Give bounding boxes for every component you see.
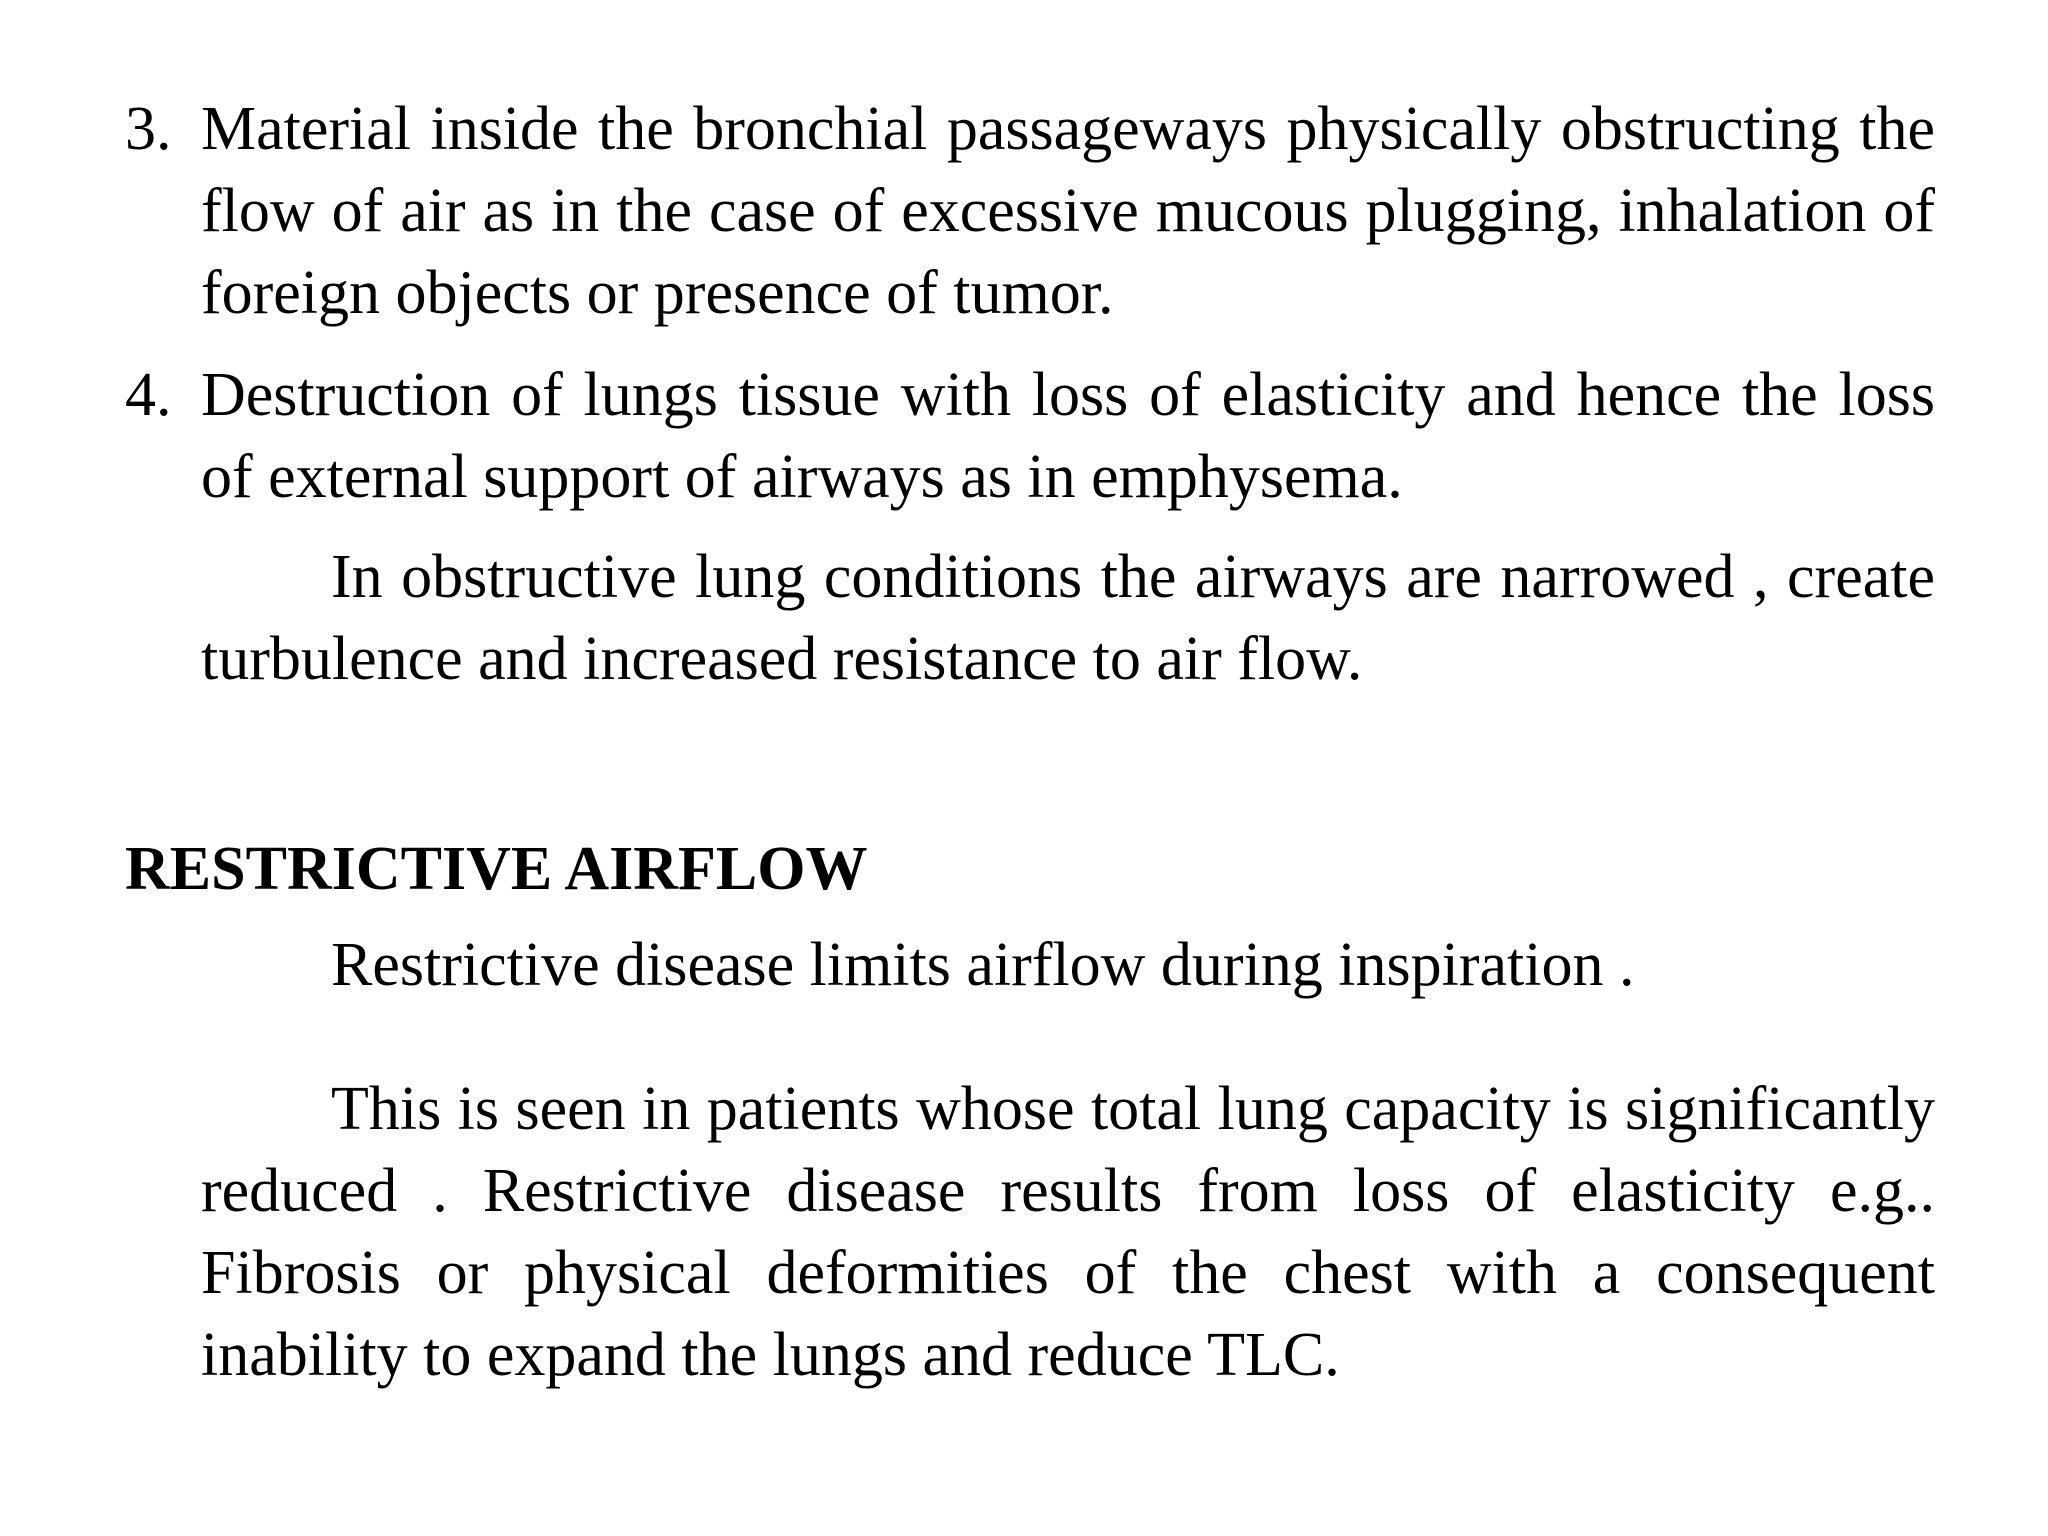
- list-item-text: Destruction of lungs tissue with loss of elasticity and hence the loss of external support of airways as in emphysema.: [201, 361, 1935, 511]
- list-item-text: Material inside the bronchial passageways physically obstructing the flow of air as in the case of excessive mucous plugging, inhalation of foreign objects or presence of tumor.: [201, 95, 1935, 327]
- list-item-number: 4.: [125, 361, 172, 429]
- list-item-4: [125, 354, 1935, 518]
- slide-content: [125, 88, 1935, 1458]
- list-item-3: [125, 88, 1935, 334]
- section-heading: RESTRICTIVE AIRFLOW: [125, 835, 868, 903]
- obstructive-paragraph: In obstructive lung conditions the airways are narrowed , create turbulence and increased resistance to air flow.: [201, 543, 1935, 693]
- list-item-number: 3.: [125, 95, 172, 163]
- restrictive-paragraph-1: Restrictive disease limits airflow during inspiration .: [331, 931, 1635, 999]
- restrictive-paragraph-2: This is seen in patients whose total lung capacity is significantly reduced . Restrictive disease results from loss of elasticity e.g.. Fibrosis or physical deformities of the chest with a consequent inability to expand the lungs and reduce TLC.: [201, 1075, 1935, 1389]
